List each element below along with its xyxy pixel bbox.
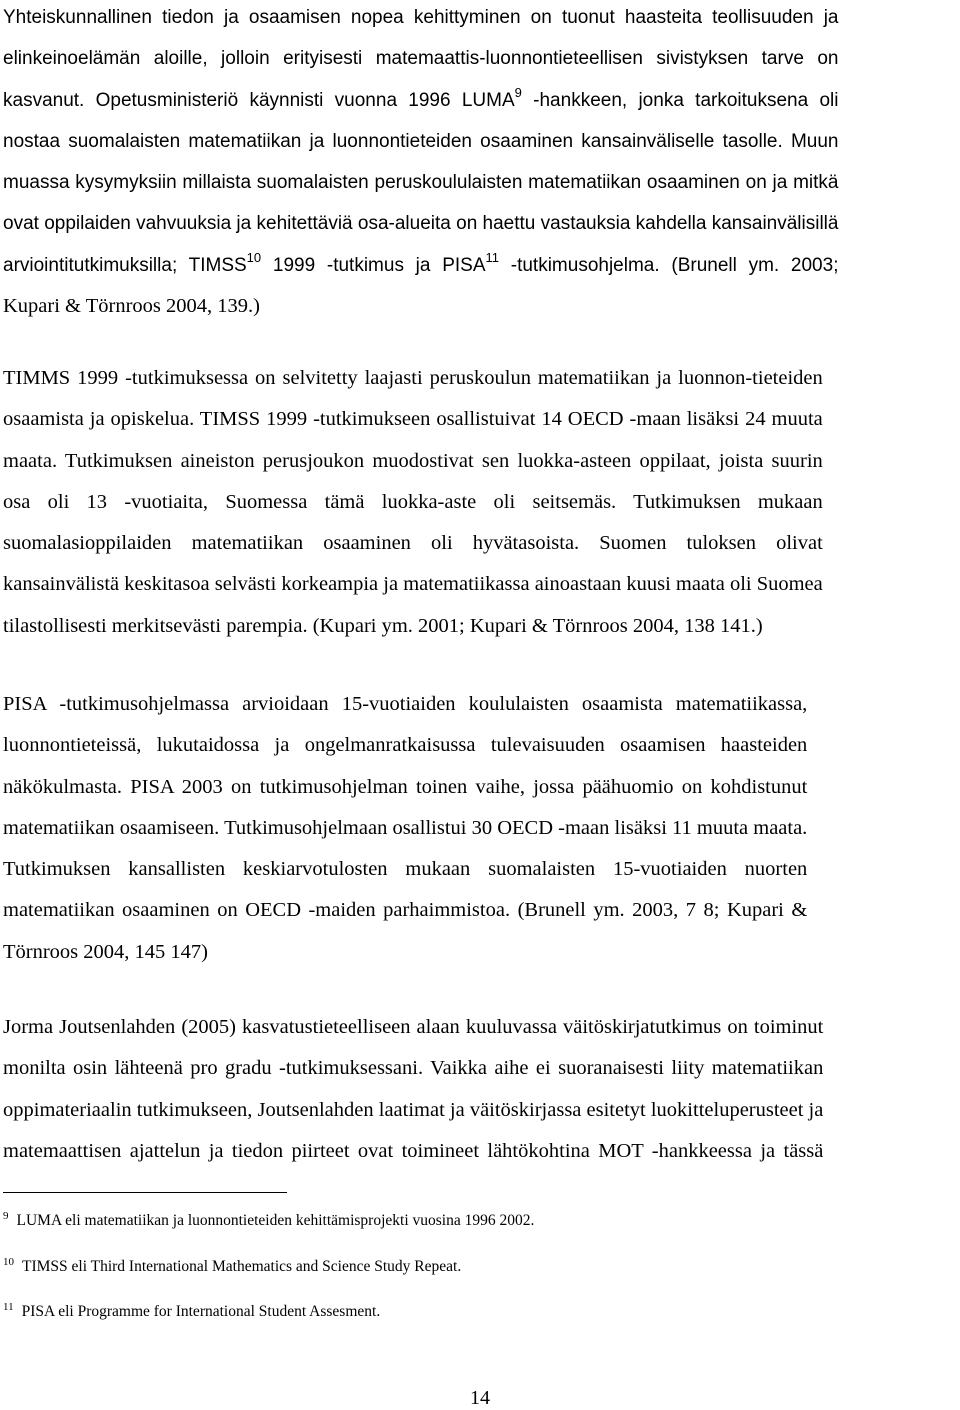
text-line: Kupari & Törnroos 2004, 139.) <box>3 295 260 318</box>
footnote-mark: 11 <box>3 1301 14 1313</box>
text-line: osaamista ja opiskelua. TIMSS 1999 -tutkimukseen osallistuivat 14 OECD -maan lisäksi 24 muuta <box>3 408 823 431</box>
text-line: näkökulmasta. PISA 2003 on tutkimusohjelman toinen vaihe, jossa päähuomio on kohdistunut <box>3 775 808 798</box>
footnote <box>3 1205 534 1232</box>
text-line: muassa kysymyksiin millaista suomalaisten peruskoululaisten matematiikan osaaminen on ja mitkä <box>3 172 839 194</box>
text-line: Tutkimuksen kansallisten keskiarvotulosten mukaan suomalaisten 15-vuotiaiden nuorten <box>3 858 808 881</box>
text-line: matematiikan osaamiseen. Tutkimusohjelmaan osallistui 30 OECD -maan lisäksi 11 muuta maata. <box>3 816 808 839</box>
footnote-text: PISA eli Programme for International Student Assesment. <box>21 1303 381 1320</box>
footnote-ref-10: 10 <box>246 249 262 265</box>
text-segment: -tutkimusohjelma. (Brunell ym. 2003; <box>499 254 839 276</box>
footnote-text: TIMSS eli Third International Mathematics and Science Study Repeat. <box>22 1258 462 1275</box>
footnote-ref-9: 9 <box>514 84 522 100</box>
footnote-mark: 9 <box>3 1210 9 1222</box>
footnote-divider <box>3 1192 287 1193</box>
text-line: ovat oppilaiden vahvuuksia ja kehitettäviä osa-alueita on haettu vastauksia kahdella kansainvälisillä <box>3 213 839 235</box>
text-line: luonnontieteissä, lukutaidossa ja ongelmanratkaisussa tulevaisuuden osaamisen haasteiden <box>3 734 808 757</box>
text-line: kansainvälistä keskitasoa selvästi korkeampia ja matematiikassa ainoastaan kuusi maata oli Suomea <box>3 573 823 596</box>
text-line: nostaa suomalaisten matematiikan ja luonnontieteiden osaaminen kansainväliselle tasolle. Muun <box>3 130 839 152</box>
text-line: TIMMS 1999 -tutkimuksessa on selvitetty laajasti peruskoulun matematiikan ja luonnon-tieteiden <box>3 367 823 389</box>
text-segment: arviointitutkimuksilla; TIMSS <box>3 254 247 276</box>
text-line: oppimateriaalin tutkimukseen, Joutsenlahden laatimat ja väitöskirjassa esitetyt luokitteluperusteet ja <box>3 1098 824 1121</box>
page-number: 14 <box>470 1387 490 1409</box>
text-line: PISA -tutkimusohjelmassa arvioidaan 15-vuotiaiden koululaisten osaamista matematiikassa, <box>3 693 808 715</box>
text-line: osa oli 13 -vuotiaita, Suomessa tämä luokka-aste oli seitsemäs. Tutkimuksen mukaan <box>3 490 823 513</box>
text-line: elinkeinoelämän aloille, jolloin erityisesti matemaattis-luonnontieteellisen sivistyksen tarve on <box>3 48 839 70</box>
text-line <box>3 245 838 286</box>
text-line: tilastollisesti merkitsevästi parempia. (Kupari ym. 2001; Kupari & Törnroos 2004, 138 141.) <box>3 614 763 637</box>
text-line: suomalasioppilaiden matematiikan osaaminen oli hyvätasoista. Suomen tuloksen olivat <box>3 532 823 555</box>
text-line: maata. Tutkimuksen aineiston perusjoukon muodostivat sen luokka-asteen oppilaat, joista suurin <box>3 449 823 472</box>
paragraph-timss <box>3 358 823 647</box>
text-line: monilta osin lähteenä pro gradu -tutkimuksessani. Vaikka aihe ei suoranaisesti liity matematiikan <box>3 1057 824 1080</box>
paragraph-luma <box>3 0 838 327</box>
footnote-mark: 10 <box>3 1256 14 1268</box>
text-segment: -hankkeen, jonka tarkoituksena oli <box>521 89 839 111</box>
text-line: Törnroos 2004, 145 147) <box>3 940 208 963</box>
text-line: Jorma Joutsenlahden (2005) kasvatustieteelliseen alaan kuuluvassa väitöskirjatutkimus on toiminut <box>3 1016 824 1038</box>
text-segment: kasvanut. Opetusministeriö käynnisti vuonna 1996 LUMA <box>3 89 515 111</box>
text-line: Yhteiskunnallinen tiedon ja osaamisen nopea kehittyminen on tuonut haasteita teollisuuden ja <box>3 7 839 28</box>
paragraph-joutsenlahti <box>3 1007 823 1172</box>
footnote-text: LUMA eli matematiikan ja luonnontieteiden kehittämisprojekti vuosina 1996 2002. <box>16 1212 535 1229</box>
text-line <box>3 80 838 121</box>
text-segment: 1999 -tutkimus ja PISA <box>261 254 486 276</box>
text-line: matemaattisen ajattelun ja tiedon piirteet ovat toimineet lähtökohtina MOT -hankkeessa ja tässä <box>3 1139 824 1162</box>
footnote-ref-11: 11 <box>485 249 500 265</box>
footnote <box>3 1251 461 1278</box>
paragraph-pisa <box>3 684 807 973</box>
footnote <box>3 1296 380 1323</box>
text-line: matematiikan osaaminen on OECD -maiden parhaimmistoa. (Brunell ym. 2003, 7 8; Kupari & <box>3 899 808 922</box>
